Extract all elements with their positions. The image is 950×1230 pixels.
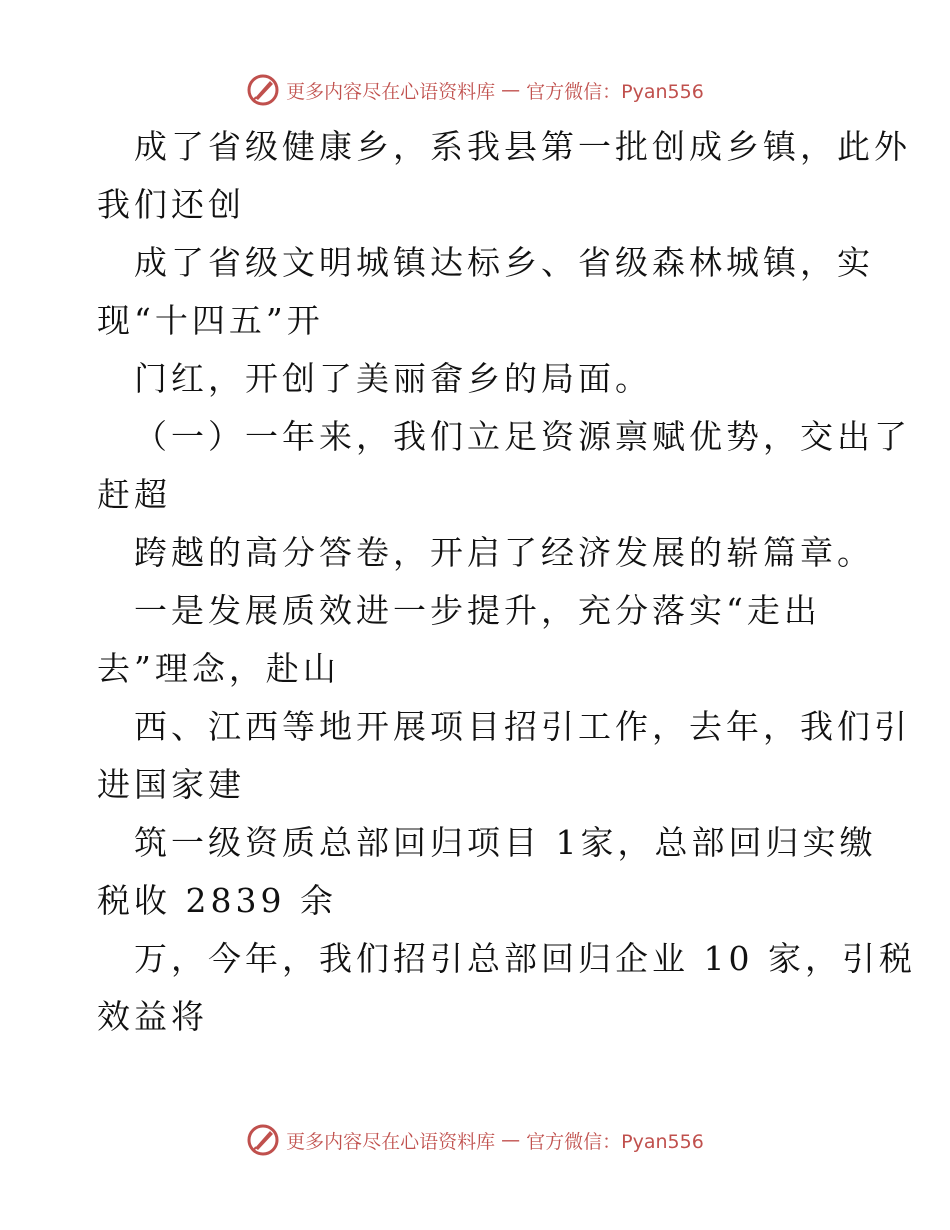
text-line: 一是发展质效进一步提升，充分落实“走出 bbox=[134, 591, 821, 630]
watermark-text: 更多内容尽在心语资料库 bbox=[286, 1130, 496, 1153]
text-line: 筑一级资质总部回归项目 1家，总部回归实缴 bbox=[134, 823, 877, 862]
quill-pen-icon bbox=[246, 73, 280, 107]
text-line: （一）一年来，我们立足资源禀赋优势，交出了 bbox=[134, 417, 911, 456]
text-line: 万，今年，我们招引总部回归企业 10 家，引税 bbox=[134, 939, 916, 978]
watermark-contact: 官方微信：Pyan556 bbox=[526, 1130, 704, 1153]
footer-watermark bbox=[0, 1120, 950, 1160]
text-line: 现“十四五”开 bbox=[97, 301, 324, 340]
text-line: 赶超 bbox=[97, 475, 171, 514]
watermark-contact: 官方微信：Pyan556 bbox=[526, 80, 704, 103]
text-line: 去”理念，赴山 bbox=[97, 649, 340, 688]
text-line: 成了省级文明城镇达标乡、省级森林城镇，实 bbox=[134, 243, 874, 282]
text-line: 税收 2839 余 bbox=[97, 881, 337, 920]
text-line: 我们还创 bbox=[97, 185, 245, 224]
text-line: 门红，开创了美丽畲乡的局面。 bbox=[134, 359, 652, 398]
quill-pen-icon bbox=[246, 1123, 280, 1157]
text-line: 成了省级健康乡，系我县第一批创成乡镇，此外 bbox=[134, 127, 911, 166]
header-watermark bbox=[0, 70, 950, 110]
watermark-separator: — bbox=[501, 1129, 521, 1151]
text-line: 进国家建 bbox=[97, 765, 245, 804]
watermark-text: 更多内容尽在心语资料库 bbox=[286, 80, 496, 103]
watermark-separator: — bbox=[501, 79, 521, 101]
text-line: 跨越的高分答卷，开启了经济发展的崭篇章。 bbox=[134, 533, 874, 572]
text-line: 效益将 bbox=[97, 997, 208, 1036]
text-line: 西、江西等地开展项目招引工作，去年，我们引 bbox=[134, 707, 911, 746]
